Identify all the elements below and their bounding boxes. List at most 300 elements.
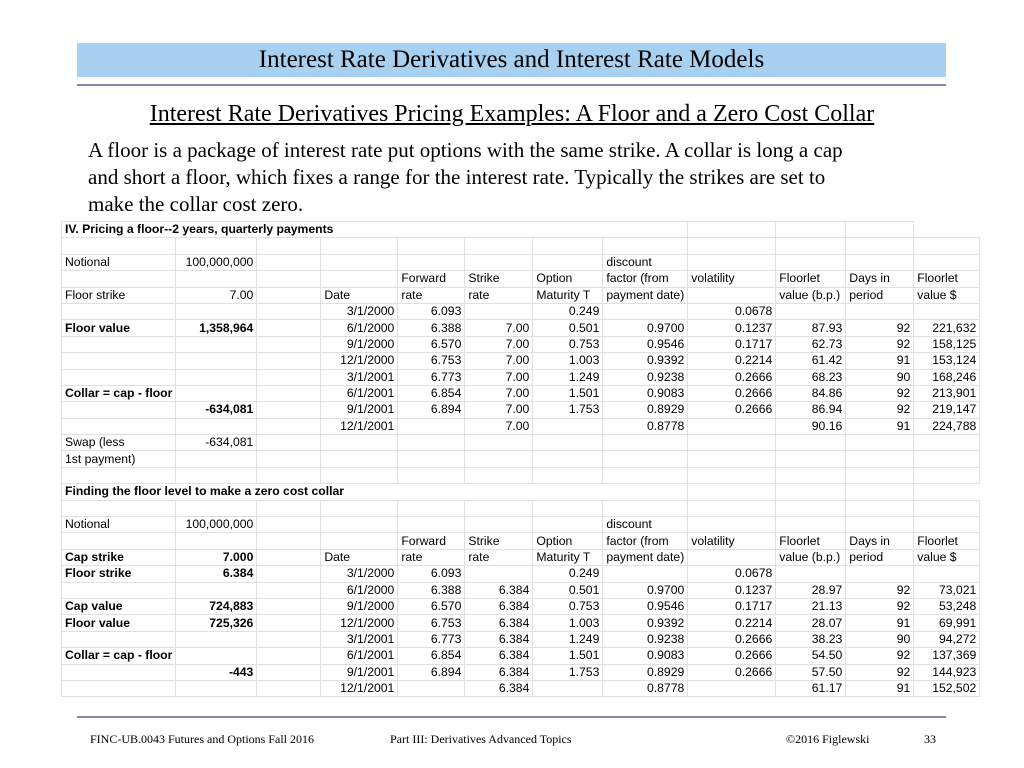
table-cell — [776, 566, 846, 582]
table-cell: 87.93 — [776, 320, 846, 336]
table-cell: 7.000 — [176, 549, 257, 565]
table-cell — [176, 648, 257, 664]
footer-part: Part III: Derivatives Advanced Topics — [390, 732, 572, 746]
table-cell: 69,991 — [914, 615, 980, 631]
table-cell: Maturity T — [533, 549, 603, 565]
table-cell — [846, 238, 914, 254]
table-cell — [846, 500, 914, 516]
table-cell: 144,923 — [914, 664, 980, 680]
table-cell — [257, 549, 321, 565]
table-cell: 92 — [846, 598, 914, 614]
table-cell: 38.23 — [776, 631, 846, 647]
table-cell: Strike — [465, 533, 533, 549]
table-cell: 0.8929 — [603, 402, 688, 418]
table-cell: 68.23 — [776, 369, 846, 385]
table-cell: 0.8929 — [603, 664, 688, 680]
table-cell — [398, 435, 465, 451]
table-cell: 1.003 — [533, 353, 603, 369]
table-row — [62, 598, 980, 614]
title-divider — [77, 84, 946, 86]
table-cell: 61.42 — [776, 353, 846, 369]
table-row — [62, 369, 980, 385]
table-cell: 6.384 — [465, 664, 533, 680]
table-cell — [465, 254, 533, 270]
intro-line: and short a floor, which fixes a range for the interest rate. Typically the strikes are set to — [88, 165, 826, 189]
table-cell: 1,358,964 — [176, 320, 257, 336]
table-cell: 90 — [846, 631, 914, 647]
table-cell: 0.9083 — [603, 385, 688, 401]
table-cell: 168,246 — [914, 369, 980, 385]
table-cell — [776, 484, 846, 500]
table-cell: 7.00 — [176, 287, 257, 303]
table-cell: rate — [398, 549, 465, 565]
table-row — [62, 566, 980, 582]
table-cell: 6.384 — [465, 615, 533, 631]
table-cell — [533, 254, 603, 270]
table-cell: 0.2214 — [688, 353, 776, 369]
table-cell: 0.9700 — [603, 582, 688, 598]
table-cell — [533, 451, 603, 467]
table-cell: 1.501 — [533, 648, 603, 664]
table-cell: 0.2666 — [688, 631, 776, 647]
footer-course: FINC-UB.0043 Futures and Options Fall 2016 — [90, 732, 315, 746]
table-cell: 92 — [846, 385, 914, 401]
table-cell — [914, 467, 980, 483]
table-cell — [257, 402, 321, 418]
table-cell: 61.17 — [776, 680, 846, 696]
table-cell: 0.1717 — [688, 598, 776, 614]
table-cell: 12/1/2000 — [321, 615, 398, 631]
table-cell: 6/1/2001 — [321, 648, 398, 664]
table-cell: volatility — [688, 271, 776, 287]
table-cell: 6/1/2000 — [321, 582, 398, 598]
table-cell — [688, 680, 776, 696]
table-cell — [321, 500, 398, 516]
table-cell: 86.94 — [776, 402, 846, 418]
table-cell: 1.249 — [533, 631, 603, 647]
table-cell: 28.97 — [776, 582, 846, 598]
table-cell — [176, 353, 257, 369]
table-cell — [688, 435, 776, 451]
table-cell: Maturity T — [533, 287, 603, 303]
table-row — [62, 435, 980, 451]
table-cell — [398, 500, 465, 516]
table-row — [62, 271, 980, 287]
table-row — [62, 254, 980, 270]
table-row — [62, 402, 980, 418]
table-cell — [257, 648, 321, 664]
table-cell — [321, 271, 398, 287]
table-cell — [914, 254, 980, 270]
spreadsheet-table — [61, 221, 980, 697]
table-cell: 84.86 — [776, 385, 846, 401]
table-cell — [176, 451, 257, 467]
table-cell: Floor strike — [62, 566, 176, 582]
table-cell: Option — [533, 271, 603, 287]
table-cell: 725,326 — [176, 615, 257, 631]
table-cell — [176, 369, 257, 385]
table-cell: 0.9238 — [603, 631, 688, 647]
table-cell — [257, 287, 321, 303]
table-cell: 62.73 — [776, 336, 846, 352]
table-cell — [257, 303, 321, 319]
table-cell: 0.9392 — [603, 615, 688, 631]
table-cell — [257, 615, 321, 631]
table-cell: discount — [603, 517, 688, 533]
table-cell — [398, 680, 465, 696]
table-row — [62, 500, 980, 516]
table-cell — [465, 467, 533, 483]
table-cell: -634,081 — [176, 435, 257, 451]
table-cell: 7.00 — [465, 353, 533, 369]
table-cell: 92 — [846, 320, 914, 336]
table-cell — [776, 222, 846, 238]
table-cell — [398, 254, 465, 270]
table-cell — [603, 566, 688, 582]
table-row — [62, 664, 980, 680]
table-cell — [398, 238, 465, 254]
table-cell: 1.501 — [533, 385, 603, 401]
table-cell — [776, 435, 846, 451]
table-cell — [914, 303, 980, 319]
table-cell: 6.384 — [176, 566, 257, 582]
table-cell: 0.1717 — [688, 336, 776, 352]
table-cell — [321, 238, 398, 254]
table-cell — [533, 500, 603, 516]
table-cell — [465, 451, 533, 467]
table-cell: Floorlet — [914, 271, 980, 287]
table-cell — [62, 664, 176, 680]
table-cell: Floor value — [62, 615, 176, 631]
table-cell — [257, 238, 321, 254]
table-cell: 6.773 — [398, 369, 465, 385]
table-cell — [257, 664, 321, 680]
table-cell: Floorlet — [914, 533, 980, 549]
table-cell — [62, 467, 176, 483]
table-cell: Finding the floor level to make a zero cost collar — [62, 484, 688, 500]
table-cell: Notional — [62, 517, 176, 533]
table-cell — [846, 467, 914, 483]
table-cell — [321, 467, 398, 483]
table-cell: 137,369 — [914, 648, 980, 664]
table-cell: 12/1/2000 — [321, 353, 398, 369]
table-cell — [176, 500, 257, 516]
table-cell: 6.753 — [398, 353, 465, 369]
table-cell — [603, 451, 688, 467]
table-cell: 6.388 — [398, 320, 465, 336]
table-cell — [914, 517, 980, 533]
table-cell — [688, 549, 776, 565]
table-cell — [321, 517, 398, 533]
table-cell: 0.501 — [533, 582, 603, 598]
table-cell — [776, 500, 846, 516]
table-cell — [776, 467, 846, 483]
table-cell: 0.2666 — [688, 369, 776, 385]
table-cell — [257, 369, 321, 385]
table-cell: 9/1/2001 — [321, 664, 398, 680]
table-cell — [398, 517, 465, 533]
table-cell: 0.1237 — [688, 320, 776, 336]
table-cell: 73,021 — [914, 582, 980, 598]
table-cell — [176, 385, 257, 401]
table-cell: volatility — [688, 533, 776, 549]
table-cell — [603, 467, 688, 483]
table-cell: Forward — [398, 271, 465, 287]
table-cell — [603, 435, 688, 451]
table-cell: 3/1/2000 — [321, 303, 398, 319]
table-cell: Date — [321, 287, 398, 303]
table-cell — [533, 418, 603, 434]
table-cell — [688, 467, 776, 483]
table-row — [62, 353, 980, 369]
table-cell — [176, 631, 257, 647]
table-cell: 7.00 — [465, 336, 533, 352]
table-cell: 53,248 — [914, 598, 980, 614]
table-cell: 221,632 — [914, 320, 980, 336]
table-cell: 6.384 — [465, 648, 533, 664]
table-cell — [321, 254, 398, 270]
table-cell: Collar = cap - floor — [62, 385, 176, 401]
intro-line: make the collar cost zero. — [88, 192, 304, 216]
table-cell — [914, 238, 980, 254]
table-cell — [176, 303, 257, 319]
table-cell: 0.2666 — [688, 648, 776, 664]
table-cell — [176, 533, 257, 549]
table-cell: 0.249 — [533, 566, 603, 582]
table-cell: 91 — [846, 615, 914, 631]
table-cell: 100,000,000 — [176, 254, 257, 270]
table-cell: value $ — [914, 287, 980, 303]
table-cell — [62, 271, 176, 287]
table-cell — [257, 680, 321, 696]
table-cell — [257, 418, 321, 434]
table-cell: 1.003 — [533, 615, 603, 631]
table-cell: Days in — [846, 271, 914, 287]
table-cell — [321, 435, 398, 451]
table-cell — [776, 517, 846, 533]
table-cell: 94,272 — [914, 631, 980, 647]
table-cell — [257, 435, 321, 451]
table-cell — [62, 303, 176, 319]
table-cell: 6.753 — [398, 615, 465, 631]
table-cell — [533, 517, 603, 533]
slide-title: Interest Rate Derivatives and Interest Rate Models — [258, 46, 765, 73]
table-cell — [176, 418, 257, 434]
table-cell: 7.00 — [465, 320, 533, 336]
table-cell — [257, 500, 321, 516]
table-row — [62, 451, 980, 467]
table-cell — [776, 238, 846, 254]
table-cell: value (b.p.) — [776, 549, 846, 565]
table-cell: -443 — [176, 664, 257, 680]
table-row — [62, 336, 980, 352]
table-cell: 9/1/2000 — [321, 336, 398, 352]
table-row — [62, 549, 980, 565]
table-cell: 6.384 — [465, 598, 533, 614]
table-cell: IV. Pricing a floor--2 years, quarterly payments — [62, 222, 688, 238]
table-cell — [776, 451, 846, 467]
table-cell: 6.384 — [465, 631, 533, 647]
table-cell: 1.249 — [533, 369, 603, 385]
table-cell — [465, 517, 533, 533]
table-cell: 6.854 — [398, 385, 465, 401]
table-row — [62, 303, 980, 319]
table-cell — [603, 500, 688, 516]
table-cell: 6.093 — [398, 303, 465, 319]
table-cell: Date — [321, 549, 398, 565]
table-cell — [465, 435, 533, 451]
table-cell — [257, 320, 321, 336]
table-cell: 158,125 — [914, 336, 980, 352]
table-cell — [321, 533, 398, 549]
table-cell: 0.753 — [533, 598, 603, 614]
table-cell — [776, 254, 846, 270]
table-cell: payment date) — [603, 549, 688, 565]
table-cell: 3/1/2001 — [321, 631, 398, 647]
table-cell — [176, 336, 257, 352]
table-cell: 0.9392 — [603, 353, 688, 369]
table-cell — [846, 435, 914, 451]
table-cell: 0.9700 — [603, 320, 688, 336]
table-cell: 6.093 — [398, 566, 465, 582]
slide-subtitle: Interest Rate Derivatives Pricing Examples: A Floor and a Zero Cost Collar — [149, 101, 875, 127]
table-cell: 7.00 — [465, 402, 533, 418]
table-cell: 1.753 — [533, 664, 603, 680]
table-cell: 724,883 — [176, 598, 257, 614]
table-cell — [257, 598, 321, 614]
table-row — [62, 467, 980, 483]
table-cell — [176, 238, 257, 254]
footer-copyright: ©2016 Figlewski — [786, 732, 870, 746]
table-cell: 1.753 — [533, 402, 603, 418]
table-cell — [257, 566, 321, 582]
table-cell: 0.249 — [533, 303, 603, 319]
table-cell — [688, 287, 776, 303]
table-cell — [465, 500, 533, 516]
table-cell — [846, 484, 914, 500]
table-cell: 6.388 — [398, 582, 465, 598]
table-row — [62, 533, 980, 549]
table-cell — [62, 418, 176, 434]
table-cell: 21.13 — [776, 598, 846, 614]
table-cell: 0.0678 — [688, 303, 776, 319]
table-cell: payment date) — [603, 287, 688, 303]
footer-divider — [77, 716, 946, 718]
table-cell — [257, 385, 321, 401]
table-cell — [465, 303, 533, 319]
table-cell: 6.570 — [398, 598, 465, 614]
table-cell — [603, 303, 688, 319]
table-cell — [688, 484, 776, 500]
table-cell — [62, 631, 176, 647]
table-cell: 0.9546 — [603, 598, 688, 614]
table-cell: 224,788 — [914, 418, 980, 434]
table-cell — [257, 631, 321, 647]
table-cell: 92 — [846, 582, 914, 598]
table-cell — [62, 680, 176, 696]
table-cell — [176, 467, 257, 483]
table-cell: 7.00 — [465, 369, 533, 385]
table-cell: Floor value — [62, 320, 176, 336]
table-cell — [62, 369, 176, 385]
table-cell — [776, 303, 846, 319]
table-cell: 0.8778 — [603, 418, 688, 434]
table-cell: factor (from — [603, 533, 688, 549]
table-cell — [398, 418, 465, 434]
table-cell — [688, 254, 776, 270]
table-cell — [846, 566, 914, 582]
table-row — [62, 222, 980, 238]
table-cell: 3/1/2000 — [321, 566, 398, 582]
table-cell: 12/1/2001 — [321, 418, 398, 434]
table-cell: factor (from — [603, 271, 688, 287]
intro-paragraph — [88, 137, 918, 218]
table-cell: 90.16 — [776, 418, 846, 434]
table-cell — [257, 451, 321, 467]
table-cell — [846, 254, 914, 270]
table-cell: 91 — [846, 418, 914, 434]
table-cell: 0.2666 — [688, 664, 776, 680]
table-cell: Floorlet — [776, 271, 846, 287]
table-cell — [176, 582, 257, 598]
table-cell: period — [846, 549, 914, 565]
table-cell: Strike — [465, 271, 533, 287]
table-cell — [257, 533, 321, 549]
table-cell: Cap value — [62, 598, 176, 614]
table-cell: 92 — [846, 648, 914, 664]
table-cell: Floor strike — [62, 287, 176, 303]
table-cell — [688, 418, 776, 434]
table-cell — [257, 336, 321, 352]
table-cell: -634,081 — [176, 402, 257, 418]
table-cell: 12/1/2001 — [321, 680, 398, 696]
table-cell: 6.384 — [465, 582, 533, 598]
table-cell: 28.07 — [776, 615, 846, 631]
table-cell: Days in — [846, 533, 914, 549]
table-row — [62, 418, 980, 434]
table-cell — [533, 680, 603, 696]
page-number: 33 — [924, 732, 936, 746]
table-cell — [176, 271, 257, 287]
table-cell: 152,502 — [914, 680, 980, 696]
table-cell — [688, 517, 776, 533]
table-cell — [914, 451, 980, 467]
table-cell — [257, 582, 321, 598]
table-cell: 1st payment) — [62, 451, 176, 467]
table-cell — [914, 435, 980, 451]
table-cell — [465, 566, 533, 582]
table-cell: 7.00 — [465, 418, 533, 434]
table-cell — [62, 402, 176, 418]
table-cell: 213,901 — [914, 385, 980, 401]
table-cell — [257, 467, 321, 483]
table-row — [62, 648, 980, 664]
table-cell: Forward — [398, 533, 465, 549]
table-cell: 3/1/2001 — [321, 369, 398, 385]
table-cell: 6/1/2000 — [321, 320, 398, 336]
table-cell: rate — [398, 287, 465, 303]
table-cell — [257, 271, 321, 287]
table-cell: 6.384 — [465, 680, 533, 696]
table-cell — [465, 238, 533, 254]
table-cell: 0.753 — [533, 336, 603, 352]
table-row — [62, 238, 980, 254]
table-cell — [398, 451, 465, 467]
table-cell — [914, 500, 980, 516]
table-cell: 6.773 — [398, 631, 465, 647]
table-cell: 92 — [846, 336, 914, 352]
table-cell — [846, 222, 914, 238]
